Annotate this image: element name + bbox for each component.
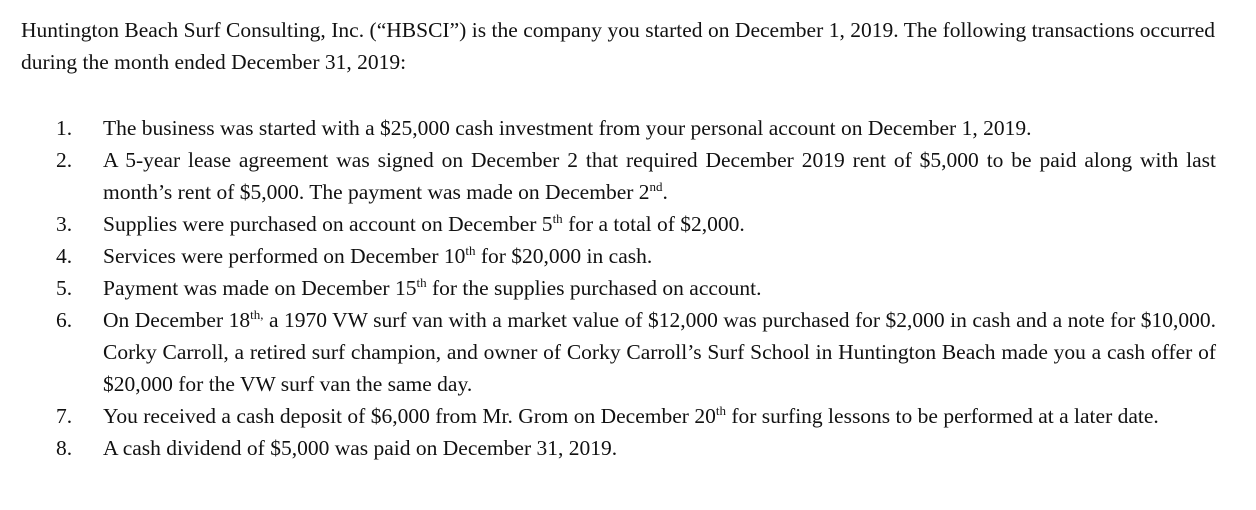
item-text: a 1970 VW surf van with a market value of $12,000 was purchased for $2,000 in cash and a note for $10,000. Corky Carroll, a retired surf champion, and owner of Corky Carroll’s Surf School in Huntington Beach made you a cash offer of $20,000 for the VW surf van the same day. (103, 308, 1216, 396)
item-text: for a total of $2,000. (562, 212, 745, 236)
item-text: Supplies were purchased on account on December 5 (103, 212, 553, 236)
item-number: 5. (56, 276, 73, 300)
ordinal-suffix: th (715, 403, 726, 418)
ordinal-suffix: th (552, 211, 563, 226)
item-number: 3. (56, 212, 73, 236)
item-text: You received a cash deposit of $6,000 from Mr. Grom on December 20 (103, 404, 716, 428)
list-item (56, 208, 1216, 240)
ordinal-suffix: nd (649, 179, 663, 194)
item-text: Payment was made on December 15 (103, 276, 417, 300)
item-number: 1. (56, 116, 73, 140)
item-text: for $20,000 in cash. (475, 244, 653, 268)
item-text: A 5-year lease agreement was signed on December 2 that required December 2019 rent of $5,000 to be paid along with last month’s rent of $5,000. The payment was made on December 2 (103, 148, 1216, 204)
item-number: 6. (56, 308, 73, 332)
item-number: 8. (56, 436, 73, 460)
item-text: . (662, 180, 668, 204)
list-item (56, 432, 1216, 464)
item-number: 4. (56, 244, 73, 268)
list-item (56, 240, 1216, 272)
item-text: On December 18 (103, 308, 251, 332)
item-number: 2. (56, 148, 73, 172)
list-item (56, 144, 1216, 208)
ordinal-suffix: th, (250, 307, 264, 322)
item-text: for the supplies purchased on account. (426, 276, 762, 300)
transaction-list (56, 112, 1216, 464)
item-text: A cash dividend of $5,000 was paid on December 31, 2019. (103, 436, 618, 460)
item-text: The business was started with a $25,000 cash investment from your personal account on December 1, 2019. (103, 116, 1032, 140)
ordinal-suffix: th (416, 275, 427, 290)
list-item (56, 304, 1216, 400)
list-item (56, 112, 1216, 144)
item-text: for surfing lessons to be performed at a later date. (725, 404, 1159, 428)
list-item (56, 272, 1216, 304)
intro-paragraph: Huntington Beach Surf Consulting, Inc. (“HBSCI”) is the company you started on December 1, 2019. The following transactions occurred during the month ended December 31, 2019: (21, 18, 1215, 74)
list-item (56, 400, 1216, 432)
item-number: 7. (56, 404, 73, 428)
item-text: Services were performed on December 10 (103, 244, 466, 268)
ordinal-suffix: th (465, 243, 476, 258)
